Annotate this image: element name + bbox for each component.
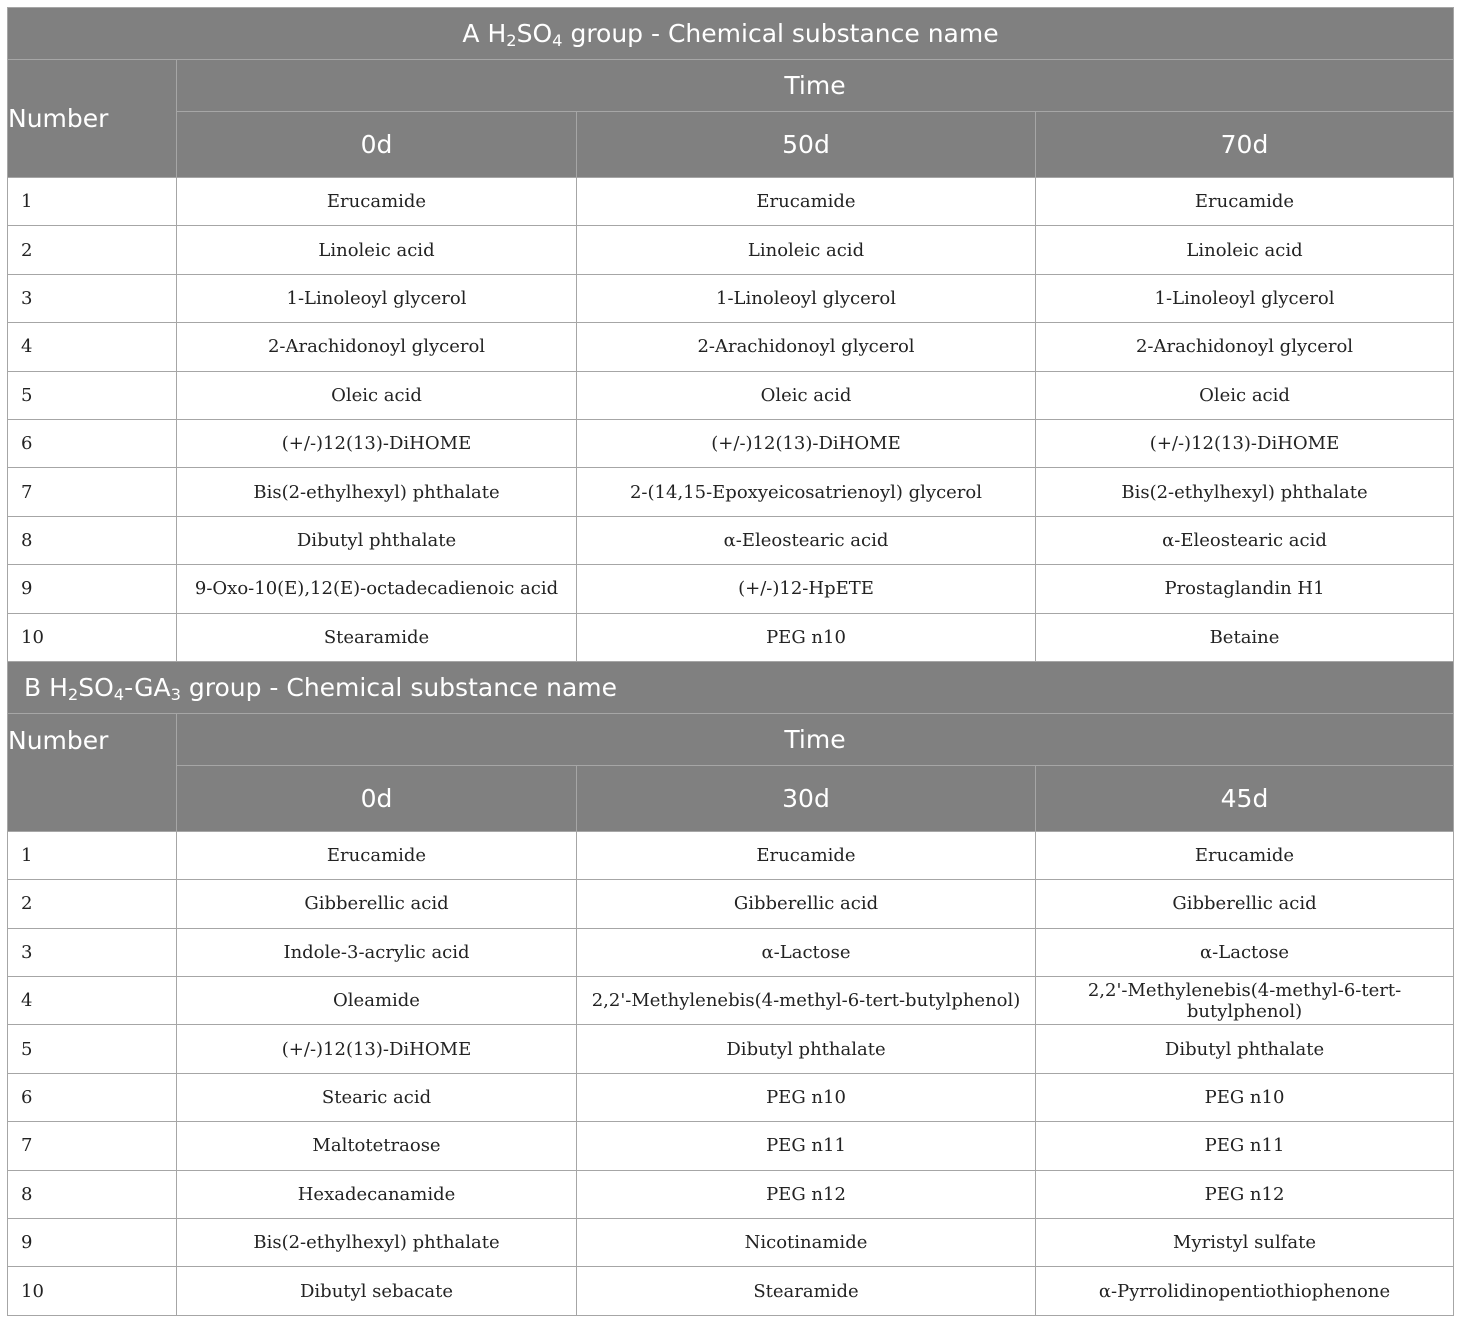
cell: PEG n10 xyxy=(577,613,1036,661)
row-number-cell: 9 xyxy=(8,1219,177,1267)
table-b-title-row xyxy=(8,661,1454,713)
row-number-cell: 7 xyxy=(8,468,177,516)
table-row xyxy=(8,1267,1454,1315)
cell: α-Eleostearic acid xyxy=(577,516,1036,564)
table-row xyxy=(8,1025,1454,1073)
table-b-column-header-row xyxy=(8,765,1454,831)
table-a xyxy=(7,7,1454,662)
table-b-time-header: Time xyxy=(177,713,1454,765)
table-row xyxy=(8,613,1454,661)
title-text: SO xyxy=(516,19,553,48)
cell: Dibutyl phthalate xyxy=(177,516,577,564)
table-row xyxy=(8,880,1454,928)
cell: PEG n10 xyxy=(577,1073,1036,1121)
table-a-title-row xyxy=(8,8,1454,60)
cell: Erucamide xyxy=(577,178,1036,226)
table-b-number-header: Number xyxy=(8,713,177,831)
cell: α-Pyrrolidinopentiothiophenone xyxy=(1036,1267,1454,1315)
cell: 9-Oxo-10(E),12(E)-octadecadienoic acid xyxy=(177,565,577,613)
column-header: 50d xyxy=(577,112,1036,178)
cell: Oleic acid xyxy=(177,371,577,419)
cell: Betaine xyxy=(1036,613,1454,661)
column-header: 70d xyxy=(1036,112,1454,178)
subscript: 4 xyxy=(113,684,125,704)
column-header: 0d xyxy=(177,765,577,831)
subscript: 2 xyxy=(506,31,517,51)
cell: Dibutyl sebacate xyxy=(177,1267,577,1315)
row-number-cell: 7 xyxy=(8,1122,177,1170)
cell: Gibberellic acid xyxy=(177,880,577,928)
cell: 2-Arachidonoyl glycerol xyxy=(1036,323,1454,371)
cell: Dibutyl phthalate xyxy=(577,1025,1036,1073)
table-row xyxy=(8,516,1454,564)
table-b xyxy=(7,661,1454,1316)
cell: α-Eleostearic acid xyxy=(1036,516,1454,564)
row-number-cell: 5 xyxy=(8,371,177,419)
title-text: A H xyxy=(462,19,507,48)
cell: PEG n11 xyxy=(577,1122,1036,1170)
cell: Oleic acid xyxy=(577,371,1036,419)
table-row xyxy=(8,226,1454,274)
column-header: 45d xyxy=(1036,765,1454,831)
cell: (+/-)12-HpETE xyxy=(577,565,1036,613)
cell: Oleic acid xyxy=(1036,371,1454,419)
cell: 2,2'-Methylenebis(4-methyl-6-tert-butylphenol) xyxy=(577,977,1036,1025)
cell: (+/-)12(13)-DiHOME xyxy=(177,1025,577,1073)
cell: Linoleic acid xyxy=(577,226,1036,274)
cell: 1-Linoleoyl glycerol xyxy=(177,274,577,322)
table-a-number-header: Number xyxy=(8,60,177,178)
cell: Stearamide xyxy=(177,613,577,661)
row-number-cell: 2 xyxy=(8,880,177,928)
row-number-cell: 10 xyxy=(8,613,177,661)
table-row xyxy=(8,928,1454,976)
table-b-body xyxy=(8,831,1454,1315)
row-number-cell: 4 xyxy=(8,977,177,1025)
subscript: 2 xyxy=(67,684,79,704)
cell: 2-Arachidonoyl glycerol xyxy=(177,323,577,371)
row-number-cell: 10 xyxy=(8,1267,177,1315)
cell: Linoleic acid xyxy=(1036,226,1454,274)
row-number-cell: 6 xyxy=(8,419,177,467)
table-row xyxy=(8,1073,1454,1121)
cell: Nicotinamide xyxy=(577,1219,1036,1267)
title-text: group - Chemical substance name xyxy=(562,19,999,48)
cell: Hexadecanamide xyxy=(177,1170,577,1218)
cell: Linoleic acid xyxy=(177,226,577,274)
table-b-time-row xyxy=(8,713,1454,765)
cell: Gibberellic acid xyxy=(577,880,1036,928)
cell: 2,2'-Methylenebis(4-methyl-6-tert-butylphenol) xyxy=(1036,977,1454,1025)
cell: 2-Arachidonoyl glycerol xyxy=(577,323,1036,371)
row-number-cell: 3 xyxy=(8,274,177,322)
table-row xyxy=(8,323,1454,371)
table-a-time-row xyxy=(8,60,1454,112)
cell: Maltotetraose xyxy=(177,1122,577,1170)
table-row xyxy=(8,1170,1454,1218)
title-text: -GA xyxy=(124,672,171,702)
row-number-cell: 1 xyxy=(8,831,177,879)
table-row xyxy=(8,468,1454,516)
cell: α-Lactose xyxy=(577,928,1036,976)
row-number-cell: 1 xyxy=(8,178,177,226)
table-row xyxy=(8,1122,1454,1170)
cell: 1-Linoleoyl glycerol xyxy=(1036,274,1454,322)
cell: (+/-)12(13)-DiHOME xyxy=(577,419,1036,467)
cell: 2-(14,15-Epoxyeicosatrienoyl) glycerol xyxy=(577,468,1036,516)
table-row xyxy=(8,419,1454,467)
row-number-cell: 2 xyxy=(8,226,177,274)
cell: Stearic acid xyxy=(177,1073,577,1121)
table-row xyxy=(8,831,1454,879)
cell: PEG n12 xyxy=(1036,1170,1454,1218)
table-a-body xyxy=(8,178,1454,662)
cell: 1-Linoleoyl glycerol xyxy=(577,274,1036,322)
table-a-column-header-row xyxy=(8,112,1454,178)
title-text: SO xyxy=(78,672,114,702)
cell: Oleamide xyxy=(177,977,577,1025)
cell: Stearamide xyxy=(577,1267,1036,1315)
table-b-title xyxy=(8,661,1454,713)
row-number-cell: 5 xyxy=(8,1025,177,1073)
title-text: group - Chemical substance name xyxy=(180,672,618,702)
table-a-title xyxy=(8,8,1454,60)
table-row xyxy=(8,371,1454,419)
row-number-cell: 4 xyxy=(8,323,177,371)
cell: Myristyl sulfate xyxy=(1036,1219,1454,1267)
cell: Erucamide xyxy=(177,831,577,879)
cell: PEG n11 xyxy=(1036,1122,1454,1170)
table-row xyxy=(8,178,1454,226)
table-row xyxy=(8,274,1454,322)
table-row xyxy=(8,565,1454,613)
cell: Bis(2-ethylhexyl) phthalate xyxy=(177,468,577,516)
cell: Erucamide xyxy=(1036,831,1454,879)
cell: Dibutyl phthalate xyxy=(1036,1025,1454,1073)
cell: PEG n12 xyxy=(577,1170,1036,1218)
cell: Indole-3-acrylic acid xyxy=(177,928,577,976)
cell: Erucamide xyxy=(177,178,577,226)
column-header: 0d xyxy=(177,112,577,178)
row-number-cell: 8 xyxy=(8,1170,177,1218)
table-row xyxy=(8,1219,1454,1267)
cell: (+/-)12(13)-DiHOME xyxy=(1036,419,1454,467)
subscript: 4 xyxy=(552,31,563,51)
row-number-cell: 8 xyxy=(8,516,177,564)
row-number-cell: 6 xyxy=(8,1073,177,1121)
title-text: B H xyxy=(24,672,68,702)
cell: Gibberellic acid xyxy=(1036,880,1454,928)
row-number-cell: 3 xyxy=(8,928,177,976)
table-a-time-header: Time xyxy=(177,60,1454,112)
cell: Bis(2-ethylhexyl) phthalate xyxy=(177,1219,577,1267)
cell: Prostaglandin H1 xyxy=(1036,565,1454,613)
cell: PEG n10 xyxy=(1036,1073,1454,1121)
row-number-cell: 9 xyxy=(8,565,177,613)
subscript: 3 xyxy=(170,684,181,704)
table-row xyxy=(8,977,1454,1025)
column-header: 30d xyxy=(577,765,1036,831)
cell: α-Lactose xyxy=(1036,928,1454,976)
cell: Erucamide xyxy=(1036,178,1454,226)
cell: (+/-)12(13)-DiHOME xyxy=(177,419,577,467)
cell: Bis(2-ethylhexyl) phthalate xyxy=(1036,468,1454,516)
tables-container xyxy=(7,7,1453,1316)
cell: Erucamide xyxy=(577,831,1036,879)
